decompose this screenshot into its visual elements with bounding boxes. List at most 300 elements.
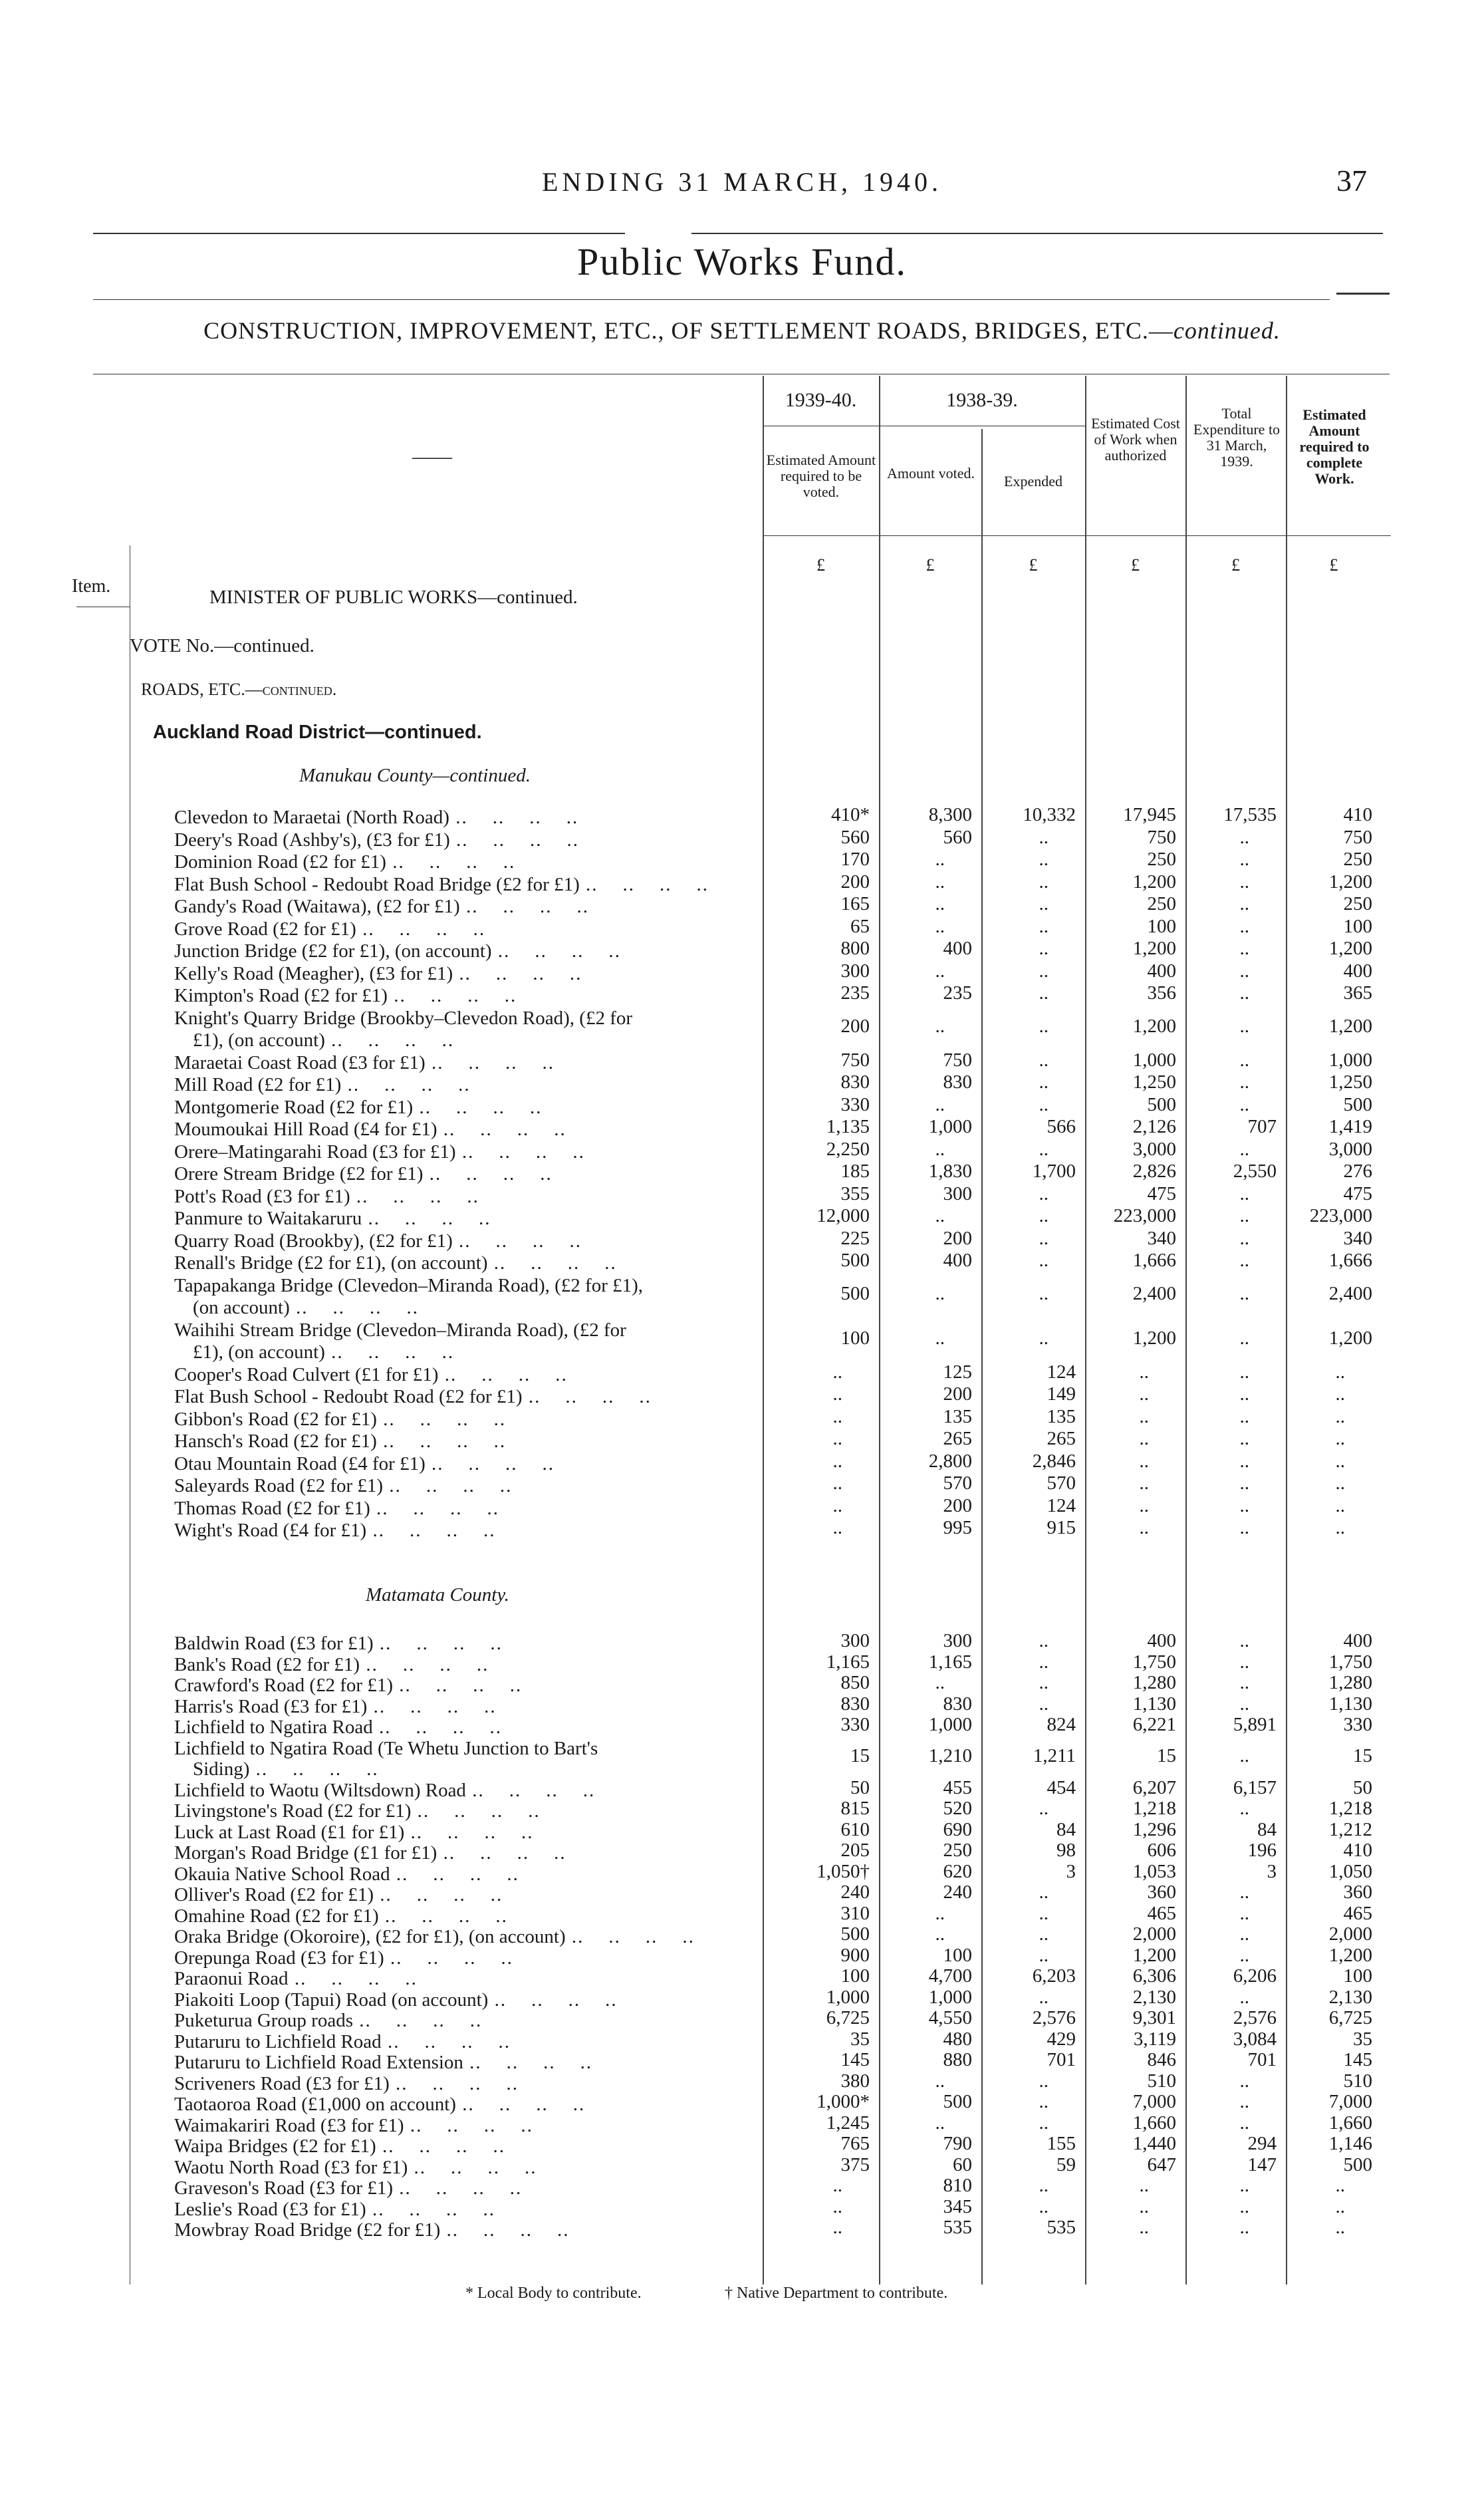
cell-value: 100 (1343, 1965, 1372, 1987)
row-label-continuation: (on account) .. (174, 1297, 746, 1320)
cell-value: 365 (1343, 982, 1372, 1004)
cell-value: 330 (840, 1093, 870, 1115)
row-label-text: Knight's Quarry Bridge (Brookby–Clevedon Road), (£2 for (174, 1007, 633, 1029)
cell-value: 196 (1247, 1840, 1277, 1861)
cell-value: .. (1335, 1428, 1345, 1449)
cell-value: 1,053 (1132, 1860, 1176, 1882)
cell-value: 3,000 (1132, 1138, 1176, 1160)
cell-value: 1,200 (1328, 938, 1372, 959)
matamata-county-heading: Matamata County. (366, 1584, 509, 1605)
cell-value: 6,306 (1132, 1965, 1176, 1987)
cell-value: 1,000 (928, 1116, 972, 1137)
row-label (174, 1633, 746, 1655)
cell-value: .. (1139, 1405, 1149, 1427)
cell-value: 356 (1147, 982, 1176, 1004)
cell-value: 3 (1066, 1860, 1076, 1882)
cell-value: .. (1239, 1383, 1249, 1405)
table-row (174, 1205, 1391, 1230)
cell-value: 830 (840, 1071, 870, 1093)
cell-value: 2,000 (1132, 1923, 1176, 1945)
cell-value: .. (1239, 1944, 1249, 1966)
cell-value: 2,400 (1328, 1283, 1372, 1305)
row-label (174, 1475, 746, 1498)
cell-value: 570 (943, 1472, 972, 1494)
cell-value: .. (935, 1327, 945, 1349)
cell-value: 265 (943, 1428, 972, 1449)
cell-value: 1,440 (1132, 2133, 1176, 2154)
cell-value: 235 (840, 982, 870, 1004)
cell-value: 815 (840, 1798, 870, 1819)
cell-value: .. (1239, 2175, 1249, 2196)
cell-value: 355 (840, 1183, 870, 1204)
cell-value: .. (1239, 2091, 1249, 2112)
cell-value: 3,119 (1133, 2028, 1176, 2050)
table-row (174, 826, 1391, 852)
cell-value: .. (1039, 826, 1049, 848)
cell-value: 1,830 (928, 1161, 972, 1182)
currency-symbol: £ (1329, 555, 1338, 575)
cell-value: .. (935, 1283, 945, 1305)
cell-value: .. (935, 915, 945, 937)
row-label-text: Putaruru to Lichfield Road Extension .. (174, 2052, 746, 2074)
cell-value: .. (1039, 1093, 1049, 1115)
table-row (174, 915, 1391, 941)
row-label (174, 1822, 746, 1844)
running-title: ENDING 31 MARCH, 1940. (542, 167, 942, 197)
cell-value: 185 (840, 1161, 870, 1182)
cell-value: .. (832, 1383, 842, 1405)
cell-value: 35 (1353, 2028, 1372, 2050)
row-label-text: Clevedon to Maraetai (North Road) .. (174, 807, 746, 829)
cell-value: 1,000 (928, 1986, 972, 2008)
cell-value: .. (1239, 1327, 1249, 1349)
cell-value: 200 (943, 1494, 972, 1516)
cell-value: 2,826 (1132, 1161, 1176, 1182)
cell-value: 1,250 (1328, 1071, 1372, 1093)
cell-value: .. (1039, 2112, 1049, 2134)
cell-value: 1,165 (826, 1651, 870, 1673)
cell-value: 15 (850, 1745, 870, 1767)
row-label (174, 1074, 746, 1097)
cell-value: .. (1039, 915, 1049, 937)
cell-value: .. (1039, 1923, 1049, 1945)
cell-value: 750 (1343, 826, 1372, 848)
cell-value: 6,725 (1328, 2007, 1372, 2028)
cell-value: 50 (850, 1776, 870, 1798)
row-label-text: Orere–Matingarahi Road (£3 for £1) .. (174, 1141, 746, 1164)
cell-value: 1,200 (1328, 1327, 1372, 1349)
cell-value: .. (935, 1205, 945, 1226)
row-label (174, 829, 746, 852)
row-label (174, 851, 746, 874)
cell-value: .. (1039, 1283, 1049, 1305)
cell-value: 1,280 (1132, 1672, 1176, 1693)
cell-value: .. (1039, 2195, 1049, 2217)
col-estimated-cost: Estimated Cost of Work when authorized (1091, 415, 1180, 464)
cell-value: 360 (1343, 1881, 1372, 1903)
cell-value: 1,211 (1033, 1745, 1076, 1767)
cell-value: .. (1139, 1450, 1149, 1472)
cell-value: .. (1139, 1494, 1149, 1516)
row-label-text: Waotu North Road (£3 for £1) .. (174, 2158, 746, 2179)
cell-value: 500 (943, 2091, 972, 2112)
cell-value: .. (832, 1361, 842, 1383)
row-label (174, 1843, 746, 1864)
row-label (174, 1364, 746, 1387)
cell-value: 880 (943, 2049, 972, 2070)
row-label (174, 1927, 746, 1948)
matamata-table (174, 1630, 1391, 2241)
cell-value: 10,332 (1023, 804, 1076, 825)
row-label (174, 1780, 746, 1802)
cell-value: 1,218 (1132, 1798, 1176, 1819)
cell-value: .. (935, 2070, 945, 2092)
cell-value: .. (1139, 1472, 1149, 1494)
cell-value: 223,000 (1309, 1205, 1372, 1226)
cell-value: 135 (943, 1405, 972, 1427)
row-label (174, 1906, 746, 1927)
cell-value: 765 (840, 2133, 870, 2154)
cell-value: .. (1239, 826, 1249, 848)
cell-value: .. (832, 1472, 842, 1494)
row-label-text: Panmure to Waitakaruru .. (174, 1208, 746, 1230)
cell-value: 1,000 (1328, 1049, 1372, 1071)
cell-value: 6,206 (1233, 1965, 1277, 1987)
cell-value: .. (1239, 1049, 1249, 1071)
cell-value: .. (1239, 2217, 1249, 2238)
row-label-text: Morgan's Road Bridge (£1 for £1) .. (174, 1843, 746, 1864)
row-label (174, 1431, 746, 1453)
cell-value: .. (1335, 1405, 1345, 1427)
cell-value: 1,280 (1328, 1672, 1372, 1693)
cell-value: 1,000 (928, 1714, 972, 1735)
cell-value: 1,200 (1132, 1327, 1176, 1349)
cell-value: .. (1039, 1986, 1049, 2008)
table-row (174, 1361, 1391, 1387)
row-label-text: Montgomerie Road (£2 for £1) .. (174, 1097, 746, 1119)
row-label (174, 1052, 746, 1075)
row-label-text: Paraonui Road .. (174, 1969, 746, 1990)
cell-value: .. (1239, 849, 1249, 870)
cell-value: 330 (1343, 1714, 1372, 1735)
row-label-text: Orere Stream Bridge (£2 for £1) .. (174, 1163, 746, 1186)
row-label-text: Kelly's Road (Meagher), (£3 for £1) .. (174, 963, 746, 986)
row-label-text: Deery's Road (Ashby's), (£3 for £1) .. (174, 829, 746, 852)
cell-value: 8,300 (928, 804, 972, 825)
cell-value: .. (832, 2195, 842, 2217)
table-row (174, 1494, 1391, 1520)
table-row (174, 1428, 1391, 1453)
page-number: 37 (1336, 164, 1367, 198)
label-column-dash: —— (412, 446, 452, 468)
fund-title: Public Works Fund. (577, 240, 907, 283)
row-label (174, 1864, 746, 1885)
cell-value: 4,550 (928, 2007, 972, 2028)
row-label-text: Baldwin Road (£3 for £1) .. (174, 1633, 746, 1655)
cell-value: 100 (840, 1965, 870, 1987)
divider (763, 535, 1391, 536)
cell-value: 400 (1147, 960, 1176, 982)
cell-value: 223,000 (1113, 1205, 1176, 1226)
cell-value: 750 (1147, 826, 1176, 848)
cell-value: 2,400 (1132, 1283, 1176, 1305)
cell-value: 100 (943, 1944, 972, 1966)
cell-value: 510 (1147, 2070, 1176, 2092)
table-row (174, 1450, 1391, 1476)
cell-value: 6,157 (1233, 1776, 1277, 1798)
row-label (174, 2032, 746, 2053)
cell-value: 98 (1056, 1840, 1076, 1861)
table-row (174, 1049, 1391, 1075)
cell-value: 830 (943, 1071, 972, 1093)
cell-value: 1,000 (826, 1986, 870, 2008)
cell-value: 915 (1047, 1517, 1076, 1538)
cell-value: 155 (1047, 2133, 1076, 2154)
cell-value: .. (832, 2175, 842, 2196)
cell-value: 15 (1157, 1745, 1176, 1767)
row-label (174, 1409, 746, 1431)
cell-value: .. (1039, 849, 1049, 870)
table-row (174, 1163, 1391, 1186)
cell-value: 1,660 (1328, 2112, 1372, 2134)
footnote-local-body: * Local Body to contribute. (465, 2285, 642, 2302)
cell-value: 454 (1047, 1776, 1076, 1798)
row-label-text: Orepunga Road (£3 for £1) .. (174, 1948, 746, 1969)
cell-value: .. (1239, 1517, 1249, 1538)
item-label: Item. (72, 576, 111, 597)
row-label (174, 1008, 746, 1052)
row-label-text: Waimakariri Road (£3 for £1) .. (174, 2116, 746, 2137)
cell-value: 2,550 (1233, 1161, 1277, 1182)
cell-value: 1,200 (1132, 938, 1176, 959)
row-label (174, 1141, 746, 1164)
row-label-text: Piakoiti Loop (Tapui) Road (on account) .. (174, 1990, 746, 2011)
cell-value: .. (1239, 2112, 1249, 2134)
row-label-text: Cooper's Road Culvert (£1 for £1) .. (174, 1364, 746, 1387)
divider (93, 299, 1330, 300)
cell-value: 330 (840, 1714, 870, 1735)
cell-value: 100 (840, 1327, 870, 1349)
cell-value: 135 (1047, 1405, 1076, 1427)
cell-value: .. (1039, 1205, 1049, 1226)
cell-value: 200 (943, 1383, 972, 1405)
row-label-text: Flat Bush School - Redoubt Road Bridge (£2 for £1) .. (174, 874, 746, 897)
cell-value: 240 (943, 1881, 972, 1903)
cell-value: 250 (1147, 849, 1176, 870)
cell-value: 520 (943, 1798, 972, 1819)
cell-value: 1,200 (1328, 1944, 1372, 1966)
cell-value: 59 (1056, 2154, 1076, 2175)
cell-value: 300 (840, 1630, 870, 1651)
row-label-text: Mill Road (£2 for £1) .. (174, 1074, 746, 1097)
row-label (174, 1885, 746, 1906)
row-label (174, 1453, 746, 1476)
cell-value: 1,700 (1032, 1161, 1076, 1182)
cell-value: 480 (943, 2028, 972, 2050)
cell-value: 276 (1343, 1161, 1372, 1182)
cell-value: 7,000 (1328, 2091, 1372, 2112)
row-label (174, 1320, 746, 1364)
cell-value: 400 (1343, 1630, 1372, 1651)
cell-value: .. (935, 2112, 945, 2134)
table-row (174, 1116, 1391, 1141)
cell-value: 35 (850, 2028, 870, 2050)
row-label-text: Graveson's Road (£3 for £1) .. (174, 2178, 746, 2199)
cell-value: .. (1039, 1250, 1049, 1271)
table-row (174, 1008, 1391, 1052)
cell-value: .. (1239, 1183, 1249, 1204)
cell-value: 400 (943, 1250, 972, 1271)
cell-value: 400 (943, 938, 972, 959)
row-label-continuation: £1), (on account) .. (174, 1341, 746, 1364)
row-label (174, 2136, 746, 2158)
row-label (174, 874, 746, 897)
cell-value: 6,203 (1032, 1965, 1076, 1987)
cell-value: 3 (1267, 1860, 1277, 1882)
table-row (174, 1093, 1391, 1119)
cell-value: 149 (1047, 1383, 1076, 1405)
cell-value: 1,130 (1328, 1693, 1372, 1715)
cell-value: .. (1239, 1405, 1249, 1427)
cell-value: 170 (840, 849, 870, 870)
cell-value: 1,130 (1132, 1693, 1176, 1715)
cell-value: 1,419 (1328, 1116, 1372, 1137)
cell-value: .. (1139, 1517, 1149, 1538)
cell-value: .. (935, 1138, 945, 1160)
row-label (174, 1697, 746, 1718)
cell-value: .. (1039, 1881, 1049, 1903)
year-1938-39: 1938-39. (946, 389, 1018, 411)
cell-value: 790 (943, 2133, 972, 2154)
table-row (174, 1183, 1391, 1208)
row-label-text: Putaruru to Lichfield Road .. (174, 2032, 746, 2053)
cell-value: 200 (840, 871, 870, 893)
cell-value: .. (1335, 1494, 1345, 1516)
cell-value: .. (1139, 2175, 1149, 2196)
cell-value: .. (1239, 1693, 1249, 1715)
divider (691, 233, 1383, 234)
table-row (174, 1405, 1391, 1431)
row-label (174, 1739, 746, 1780)
cell-value: .. (1239, 1630, 1249, 1651)
cell-value: 475 (1343, 1183, 1372, 1204)
row-label (174, 1717, 746, 1739)
cell-value: .. (935, 1923, 945, 1945)
cell-value: 5,891 (1233, 1714, 1277, 1735)
cell-value: .. (1039, 893, 1049, 914)
cell-value: 360 (1147, 1881, 1176, 1903)
cell-value: .. (1039, 1693, 1049, 1715)
cell-value: 3,000 (1328, 1138, 1372, 1160)
cell-value: 205 (840, 1840, 870, 1861)
cell-value: .. (1139, 1428, 1149, 1449)
table-row (174, 851, 1391, 874)
cell-value: .. (832, 2217, 842, 2238)
cell-value: .. (1039, 1651, 1049, 1673)
cell-value: .. (1239, 982, 1249, 1004)
row-label (174, 1990, 746, 2011)
row-label-text: Kimpton's Road (£2 for £1) .. (174, 985, 746, 1008)
cell-value: .. (1239, 1494, 1249, 1516)
cell-value: .. (1139, 2195, 1149, 2217)
cell-value: .. (1239, 1138, 1249, 1160)
table-row (174, 893, 1391, 918)
row-label-text: Crawford's Road (£2 for £1) .. (174, 1675, 746, 1697)
table-row (174, 1227, 1391, 1253)
cell-value: .. (1039, 1138, 1049, 1160)
row-label (174, 1520, 746, 1542)
cell-value: 1,165 (928, 1651, 972, 1673)
cell-value: 1,296 (1132, 1818, 1176, 1840)
row-label-text: Saleyards Road (£2 for £1) .. (174, 1475, 746, 1498)
cell-value: .. (1239, 1450, 1249, 1472)
row-label-text: Puketurua Group roads .. (174, 2011, 746, 2032)
table-row (174, 1739, 1391, 1780)
row-label (174, 1498, 746, 1520)
cell-value: .. (935, 960, 945, 982)
cell-value: .. (1335, 2195, 1345, 2217)
row-label-text: Leslie's Road (£3 for £1) .. (174, 2199, 746, 2221)
cell-value: .. (1335, 1383, 1345, 1405)
cell-value: 265 (1047, 1428, 1076, 1449)
cell-value: 125 (943, 1361, 972, 1383)
cell-value: 1,660 (1132, 2112, 1176, 2134)
row-label-text: Pott's Road (£3 for £1) .. (174, 1186, 746, 1208)
cell-value: 560 (943, 826, 972, 848)
row-label-text: Mowbray Road Bridge (£2 for £1) .. (174, 2220, 746, 2241)
cell-value: 100 (1147, 915, 1176, 937)
cell-value: .. (1039, 871, 1049, 893)
cell-value: 3,084 (1233, 2028, 1277, 2050)
cell-value: .. (1335, 2175, 1345, 2196)
cell-value: 2,250 (826, 1138, 870, 1160)
row-label (174, 918, 746, 941)
row-label (174, 2074, 746, 2095)
cell-value: 6,207 (1132, 1776, 1176, 1798)
cell-value: 707 (1247, 1116, 1277, 1137)
table-row (174, 940, 1391, 963)
cell-value: 340 (1343, 1227, 1372, 1249)
cell-value: .. (935, 1093, 945, 1115)
cell-value: 294 (1247, 2133, 1277, 2154)
cell-value: 995 (943, 1517, 972, 1538)
row-label-continuation: Siding) .. (174, 1759, 746, 1780)
row-label-text: Gibbon's Road (£2 for £1) .. (174, 1409, 746, 1431)
cell-value: .. (1239, 2070, 1249, 2092)
cell-value: 2,576 (1233, 2007, 1277, 2028)
cell-value: .. (1239, 1071, 1249, 1093)
row-label (174, 1252, 746, 1275)
cell-value: .. (1239, 1923, 1249, 1945)
row-label (174, 1186, 746, 1208)
row-label (174, 1230, 746, 1253)
cell-value: 1,212 (1328, 1818, 1372, 1840)
row-label-text: Bank's Road (£2 for £1) .. (174, 1655, 746, 1676)
cell-value: 510 (1343, 2070, 1372, 2092)
table-row (174, 804, 1391, 829)
cell-value: .. (1239, 1902, 1249, 1924)
cell-value: 60 (953, 2154, 972, 2175)
table-row (174, 1138, 1391, 1164)
cell-value: 606 (1147, 1840, 1176, 1861)
cell-value: 750 (943, 1049, 972, 1071)
cell-value: .. (1335, 2217, 1345, 2238)
cell-value: 800 (840, 938, 870, 959)
cell-value: 4,700 (928, 1965, 972, 1987)
table-row (174, 1472, 1391, 1498)
cell-value: 1,146 (1328, 2133, 1372, 2154)
col-estimated-required: Estimated Amount required to be voted. (766, 452, 876, 500)
